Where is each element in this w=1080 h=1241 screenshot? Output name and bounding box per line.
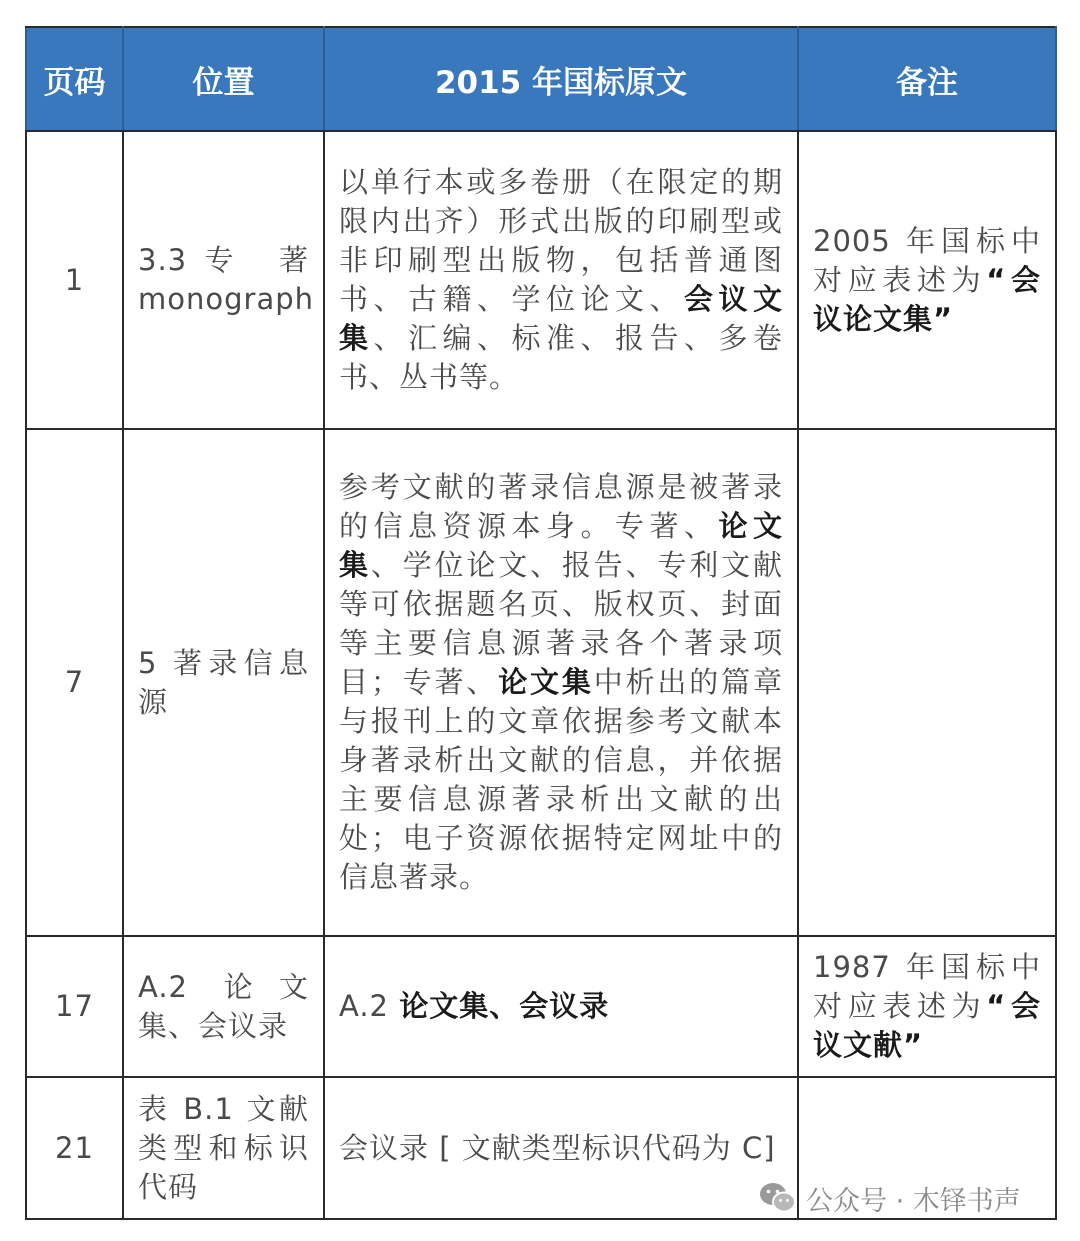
table-header-row: [26, 27, 1056, 131]
header-location: 位置: [123, 27, 324, 131]
row-original-text: [324, 131, 798, 429]
header-page: 页码: [26, 27, 123, 131]
text-segment: 2005 年国标中对应表述为: [813, 223, 1041, 297]
emphasized-text: 会议文集: [339, 282, 783, 355]
wechat-icon: [758, 1181, 798, 1215]
text-segment: A.2: [339, 989, 400, 1023]
row-page-number: 17: [26, 936, 123, 1077]
emphasized-text: 论文集: [498, 665, 594, 699]
row-location: 5 著录信息源: [123, 429, 324, 936]
text-segment: 会议录 [ 文献类型标识代码为 C]: [339, 1130, 776, 1165]
row-note: [798, 131, 1056, 429]
text-segment: 、汇编、标准、报告、多卷书、丛书等。: [339, 321, 783, 394]
row-location: 表 B.1 文献类型和标识代码: [123, 1077, 324, 1219]
table-row: [26, 429, 1056, 936]
text-segment: 参考文献的著录信息源是被著录的信息资源本身。专著、: [339, 470, 783, 543]
emphasized-text: 论文集: [339, 509, 783, 582]
watermark-text: 公众号 · 木铎书声: [806, 1185, 1021, 1217]
row-location: 3.3 专 著 monograph: [123, 131, 324, 429]
row-note: [798, 936, 1056, 1077]
watermark: [758, 1178, 1021, 1218]
header-original-text: 2015 年国标原文: [324, 27, 798, 131]
standards-comparison-table: [25, 26, 1057, 1220]
row-original-text: [324, 1077, 798, 1219]
row-location: A.2 论文集、会议录: [123, 936, 324, 1077]
row-page-number: 7: [26, 429, 123, 936]
table-row: [26, 936, 1056, 1077]
row-original-text: [324, 429, 798, 936]
emphasized-text: “会议文献”: [813, 989, 1041, 1062]
header-note: 备注: [798, 27, 1056, 131]
row-page-number: 21: [26, 1077, 123, 1219]
text-segment: 、学位论文、报告、专利文献等可依据题名页、版权页、封面等主要信息源著录各个著录项目；专著、: [339, 548, 783, 699]
row-page-number: 1: [26, 131, 123, 429]
text-segment: 中析出的篇章与报刊上的文章依据参考文献本身著录析出文献的信息，并依据主要信息源著录析出文献的出处；电子资源依据特定网址中的信息著录。: [339, 665, 783, 894]
emphasized-text: “会议论文集”: [813, 262, 1041, 336]
row-note: [798, 429, 1056, 936]
text-segment: 1987 年国标中对应表述为: [813, 950, 1041, 1023]
emphasized-text: 论文集、会议录: [399, 989, 610, 1023]
text-segment: 以单行本或多卷册（在限定的期限内出齐）形式出版的印刷型或非印刷型出版物，包括普通图书、古籍、学位论文、: [339, 165, 783, 316]
table-row: [26, 131, 1056, 429]
row-original-text: [324, 936, 798, 1077]
